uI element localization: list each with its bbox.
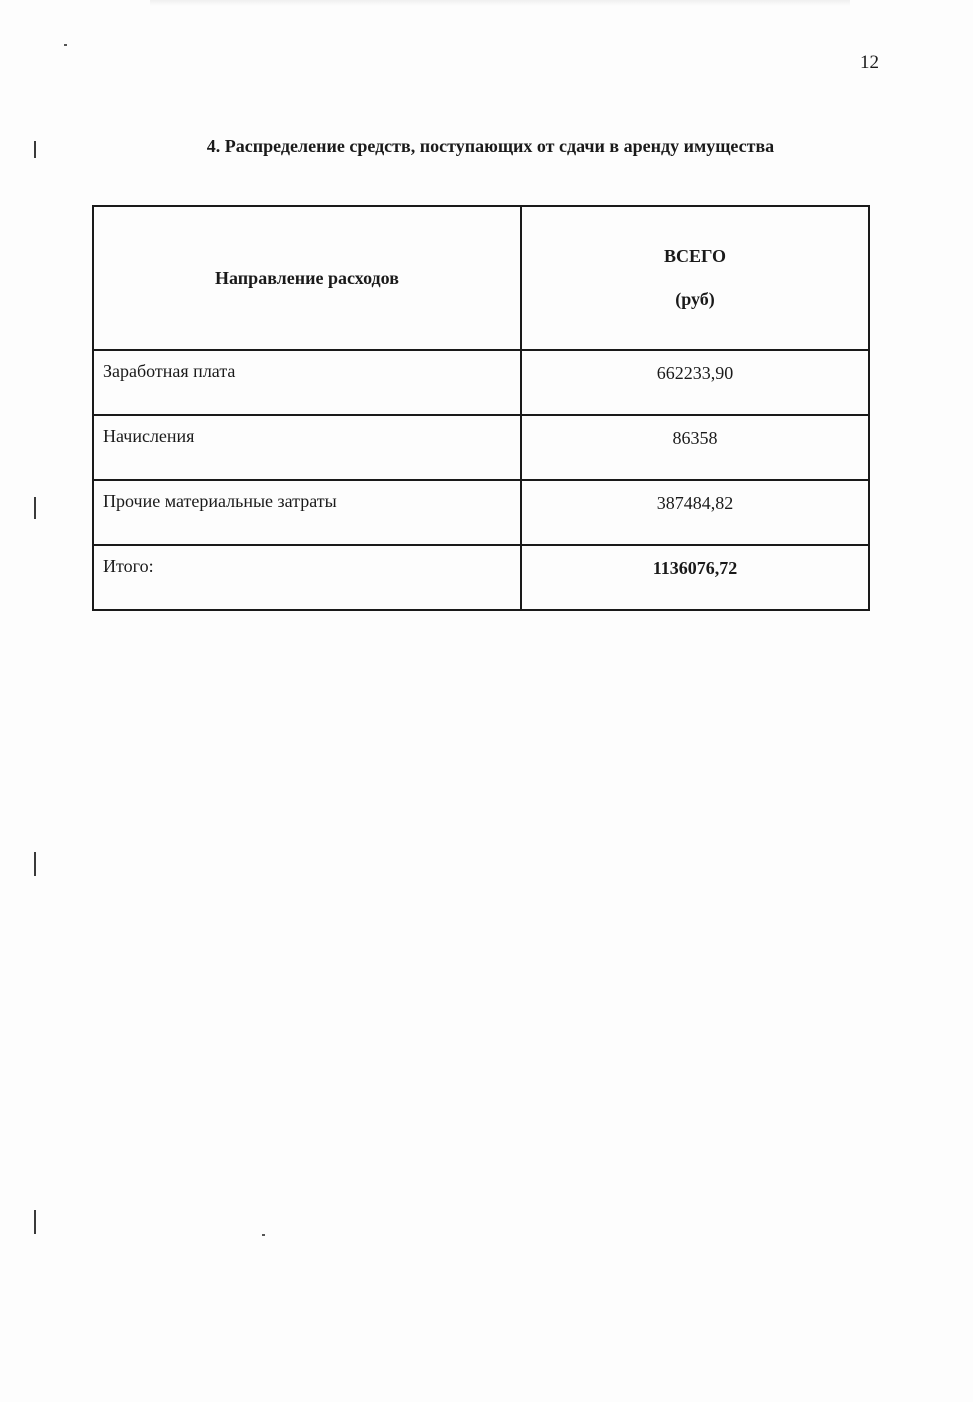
- table-row: [93, 415, 869, 480]
- margin-mark: [34, 852, 36, 876]
- expense-table-wrapper: [92, 205, 868, 611]
- row-value: 86358: [521, 415, 869, 480]
- row-label: Начисления: [93, 415, 521, 480]
- total-value: 1136076,72: [521, 545, 869, 610]
- header-total-unit: (руб): [675, 289, 715, 309]
- section-title: 4. Распределение средств, поступающих от сдачи в аренду имущества: [206, 136, 775, 156]
- header-total-label: ВСЕГО: [663, 246, 726, 266]
- expense-table: [92, 205, 870, 611]
- total-row: [93, 545, 869, 610]
- table-header-row: [93, 206, 869, 350]
- scan-top-shadow: [150, 0, 850, 6]
- row-label: Прочие материальные затраты: [93, 480, 521, 545]
- row-value: 387484,82: [521, 480, 869, 545]
- row-label: Заработная плата: [93, 350, 521, 415]
- scan-speck: [262, 1234, 265, 1236]
- row-value: 662233,90: [521, 350, 869, 415]
- table-row: [93, 480, 869, 545]
- margin-mark: [34, 497, 36, 519]
- margin-mark: [34, 1210, 36, 1234]
- page-number: 12: [860, 52, 879, 73]
- scan-speck: [64, 44, 67, 46]
- table-row: [93, 350, 869, 415]
- total-label: Итого:: [93, 545, 521, 610]
- header-direction: Направление расходов: [93, 206, 521, 350]
- header-total: [521, 206, 869, 350]
